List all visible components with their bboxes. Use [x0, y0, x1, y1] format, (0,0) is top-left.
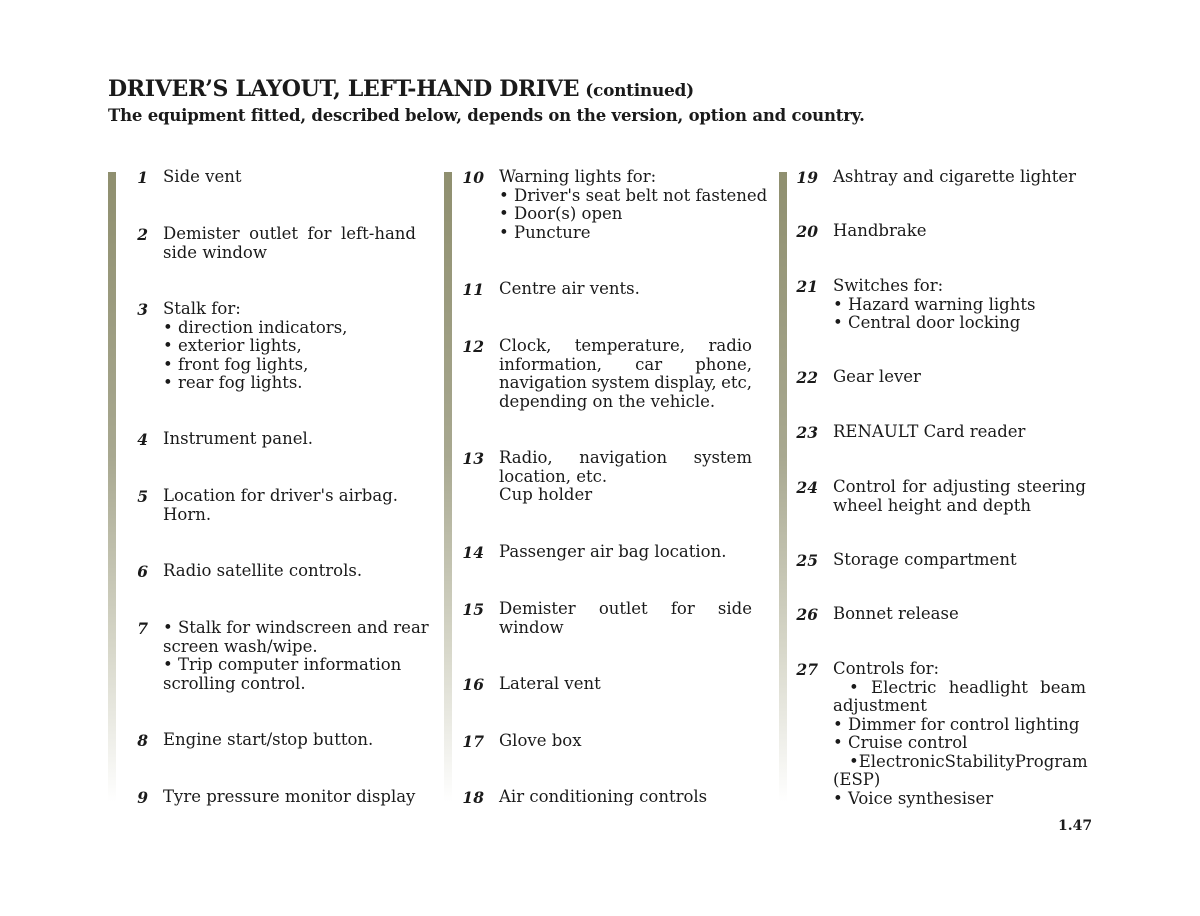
description-line: Radio, navigation system [499, 448, 752, 467]
column-bar [779, 172, 787, 802]
legend-item-description [163, 562, 416, 581]
description-line: Centre air vents. [499, 279, 640, 298]
legend-item-number: 20 [796, 222, 818, 241]
description-line: • Central door locking [833, 313, 1021, 332]
legend-item-description [833, 222, 1086, 241]
legend-item-number: 26 [796, 605, 818, 624]
description-line: Storage compartment [833, 550, 1017, 569]
legend-item-description [163, 618, 429, 693]
description-line: Bonnet release [833, 604, 959, 623]
legend-item-number: 3 [137, 300, 148, 319]
legend-item-number: 17 [462, 732, 484, 751]
description-line: Engine start/stop button. [163, 730, 374, 749]
description-line: Instrument panel. [163, 429, 313, 448]
legend-item-number: 22 [796, 368, 818, 387]
legend-item-description [499, 449, 752, 505]
description-line: Demister outlet for side [499, 599, 752, 618]
description-line: Side vent [163, 167, 242, 186]
legend-item-description [163, 168, 416, 187]
page-subtitle: The equipment fitted, described below, depends on the version, option and country. [108, 106, 865, 125]
legend-item-description [163, 731, 416, 750]
description-line: • rear fog lights. [163, 373, 303, 392]
description-line: Switches for: [833, 276, 944, 295]
legend-item-number: 12 [462, 337, 484, 356]
legend-item-number: 10 [462, 168, 484, 187]
title-text: DRIVER’S LAYOUT, LEFT-HAND DRIVE [108, 76, 580, 102]
description-line: • Cruise control [833, 733, 968, 752]
description-line: depending on the vehicle. [499, 391, 716, 411]
legend-item-description [833, 368, 1086, 387]
legend-item-number: 27 [796, 660, 818, 679]
legend-item-description [833, 423, 1086, 442]
description-line: • Stalk for windscreen and rear [163, 618, 429, 637]
page-number: 1.47 [1058, 818, 1093, 834]
legend-item-number: 19 [796, 168, 818, 187]
description-line: Air conditioning controls [499, 787, 708, 806]
description-line: • exterior lights, [163, 336, 302, 355]
description-line: • Electric headlight beam [849, 677, 1086, 697]
legend-item-description [163, 487, 416, 524]
description-line: Radio satellite controls. [163, 561, 363, 580]
legend-item-number: 21 [796, 277, 818, 296]
description-line: Horn. [163, 504, 212, 524]
description-line: • Trip computer information [163, 655, 402, 674]
column-bar [108, 172, 116, 802]
legend-item-description [833, 605, 1086, 624]
description-line: • Puncture [499, 222, 591, 242]
legend-item-description [833, 478, 1086, 515]
legend-item-description [499, 543, 752, 562]
description-line: Location for driver's airbag. [163, 486, 399, 505]
description-line: information, car phone, [499, 354, 752, 374]
description-line: Gear lever [833, 367, 921, 386]
description-line: • Hazard warning lights [833, 294, 1036, 314]
legend-item-number: 6 [137, 562, 148, 581]
legend-item-number: 9 [137, 788, 148, 807]
description-line: Control for adjusting steering [833, 477, 1086, 496]
legend-item-description [499, 167, 768, 242]
description-line: wheel height and depth [833, 495, 1031, 515]
legend-item-number: 24 [796, 478, 818, 497]
legend-item-description [499, 600, 752, 637]
legend-item-number: 14 [462, 543, 484, 562]
description-line: • Voice synthesiser [833, 788, 994, 808]
legend-item-description [499, 337, 752, 411]
legend-item-description [833, 551, 1086, 570]
description-line: Controls for: [833, 659, 940, 678]
legend-item-number: 4 [137, 430, 148, 449]
legend-item-number: 16 [462, 675, 484, 694]
description-line: • direction indicators, [163, 317, 348, 337]
description-line: • front fog lights, [163, 354, 309, 374]
description-line: Clock, temperature, radio [499, 336, 752, 355]
page-title [108, 76, 694, 102]
legend-item-description [499, 732, 752, 751]
legend-item-number: 1 [137, 168, 148, 187]
legend-item-description [499, 788, 752, 807]
description-line: • Electronic Stability Program [849, 751, 1088, 771]
description-line: • Dimmer for control lighting [833, 714, 1080, 734]
description-line: Warning lights for: [499, 167, 657, 186]
description-line: window [499, 617, 564, 637]
description-line: Handbrake [833, 221, 927, 240]
legend-item-number: 18 [462, 788, 484, 807]
title-suffix: (continued) [585, 81, 694, 101]
legend-item-description [163, 225, 416, 262]
legend-item-description [499, 675, 752, 694]
description-line: Ashtray and cigarette lighter [833, 167, 1077, 186]
legend-item-description [833, 168, 1086, 187]
description-line: navigation system display, etc, [499, 373, 752, 392]
description-line: scrolling control. [163, 673, 306, 693]
description-line: Stalk for: [163, 299, 241, 318]
legend-item-number: 25 [796, 551, 818, 570]
description-line: Passenger air bag location. [499, 542, 727, 561]
description-line: • Driver's seat belt not fastened [499, 185, 768, 205]
description-line: Cup holder [499, 485, 593, 504]
description-line: Demister outlet for left-hand [163, 224, 416, 243]
legend-item-number: 2 [137, 225, 148, 244]
legend-item-description [833, 660, 1086, 808]
description-line: Tyre pressure monitor display [163, 787, 416, 806]
legend-item-number: 23 [796, 423, 818, 442]
description-line: side window [163, 242, 267, 262]
legend-item-description [163, 300, 416, 393]
legend-item-number: 11 [462, 280, 484, 299]
column-bar [444, 172, 452, 802]
description-line: adjustment [833, 696, 927, 715]
description-line: location, etc. [499, 466, 608, 486]
description-line: (ESP) [833, 770, 881, 789]
legend-item-number: 7 [137, 619, 148, 638]
legend-item-description [163, 788, 416, 807]
description-line: Glove box [499, 731, 582, 750]
legend-item-number: 15 [462, 600, 484, 619]
legend-item-description [833, 277, 1086, 333]
legend-item-description [163, 430, 416, 449]
description-line: RENAULT Card reader [833, 422, 1026, 441]
legend-item-number: 8 [137, 731, 148, 750]
description-line: screen wash/wipe. [163, 636, 318, 656]
legend-item-number: 5 [137, 487, 148, 506]
description-line: Lateral vent [499, 674, 601, 693]
legend-item-description [499, 280, 752, 299]
description-line: • Door(s) open [499, 204, 623, 223]
legend-item-number: 13 [462, 449, 484, 468]
